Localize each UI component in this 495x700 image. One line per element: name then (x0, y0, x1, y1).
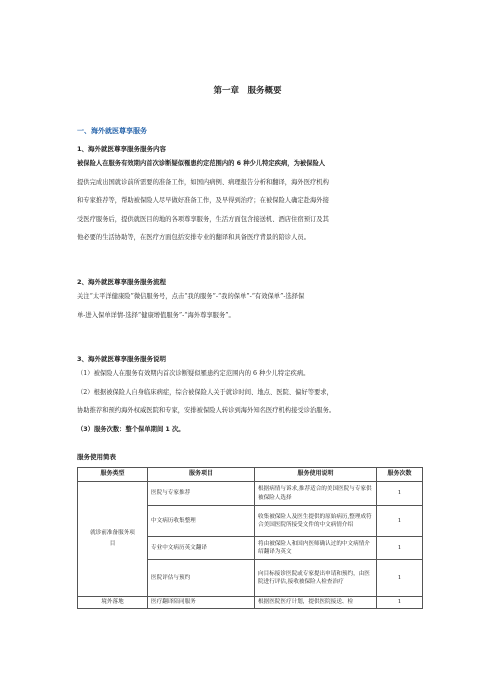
service-type-text: 就诊前准备服务项目 (90, 530, 135, 547)
table-row (78, 482, 423, 506)
section-heading: 一、海外就医尊享服务 (77, 127, 147, 135)
service-item-cell: 专业中文病历英文翻译 (148, 537, 255, 560)
paragraph-line: （3）服务次数：整个保单期间 1 次。 (77, 425, 185, 433)
content-paragraph (77, 155, 329, 248)
chapter-title: 第一章 服务概要 (213, 86, 282, 96)
service-desc-cell: 向目标接诊医院或专家提出申请和预约，由医院进行评估,接收被保险人检查治疗 (255, 560, 377, 597)
process-paragraph (77, 288, 304, 325)
service-type-cell (78, 482, 148, 597)
service-desc-cell: 根据病情与诉求,推荐适合的美国医院与专家供被保险人选择 (255, 482, 377, 506)
service-desc-cell: 根据医院医疗计划，提供医院接送、检 (255, 597, 377, 609)
paragraph-line: 被保险人在服务有效期内首次诊断疑似罹患约定范围内的 6 种少儿特定疾病，为被保险人 (77, 160, 326, 167)
subsection-heading-notes: 3、海外就医尊享服务服务说明 (77, 355, 167, 363)
paragraph-line: 提供完成出国就诊前所需要的准备工作，如国内病例、病理报告分析和翻译，海外医疗机构 (77, 178, 329, 186)
paragraph-line: 协助推荐和预约海外权威医院和专家，安排被保险人转诊到海外知名医疗机构接受诊治服务。 (77, 407, 336, 414)
service-item-cell: 中文病历收集整理 (148, 506, 255, 537)
paragraph-line: 他必要的生活协助等，在医疗方面包括安排专业的翻译和具备医疗背景的陪诊人员。 (77, 234, 310, 241)
paragraph-line: 受医疗服务后，提供就医目的地的各项尊享服务，生活方面包含接送机、酒店住宿预订及其 (77, 215, 329, 223)
service-item-cell: 医院评估与预约 (148, 560, 255, 597)
table-row (78, 597, 423, 609)
service-desc-cell: 将由被保险人和国内医师确认过的中文病情介绍翻译为英文 (255, 537, 377, 560)
service-count-cell: 1 (377, 506, 423, 537)
service-count-cell: 1 (377, 482, 423, 506)
paragraph-line: （1）被保险人在服务有效期内首次诊断疑似罹患约定范围内的 6 种少儿特定疾病。 (77, 370, 310, 377)
service-count-cell: 1 (377, 597, 423, 609)
subsection-heading-content: 1、海外就医尊享服务服务内容 (77, 145, 167, 153)
column-header: 服务类型 (78, 468, 148, 482)
table-header-row (78, 468, 423, 482)
table-caption: 服务使用简表 (77, 453, 116, 461)
subsection-heading-process: 2、海外就医尊享服务服务流程 (77, 278, 167, 286)
paragraph-line: 关注“太平洋健康险”微信服务号，点击“我的服务”-“我的保单”-“有效保单”-选择保 (77, 293, 305, 300)
service-count-cell: 1 (377, 560, 423, 597)
paragraph-line: 和专家推荐等，帮助被保险人尽早做好准备工作，及早得到治疗；在被保险人确定赴海外接 (77, 197, 329, 204)
service-table (77, 467, 423, 609)
column-header: 服务使用说明 (255, 468, 377, 482)
column-header: 服务项目 (148, 468, 255, 482)
column-header: 服务次数 (377, 468, 423, 482)
service-count-cell: 1 (377, 537, 423, 560)
service-desc-cell: 收集被保险人及医生提供的原始病历,整理成符合美国医院所接受文件的中文病情介绍 (255, 506, 377, 537)
service-type-cell: 境外落地 (78, 597, 148, 609)
paragraph-line: 单-进入保单详情-选择“健康增值服务”-“海外尊享服务”。 (77, 311, 235, 319)
service-item-cell: 医院与专家推荐 (148, 482, 255, 506)
service-item-cell: 医疗翻译陪同服务 (148, 597, 255, 609)
notes-paragraph (77, 365, 335, 439)
paragraph-line: （2）根据被保险人自身临床病症，综合被保险人关于就诊时间、地点、医院、偏好等要求， (77, 388, 333, 396)
